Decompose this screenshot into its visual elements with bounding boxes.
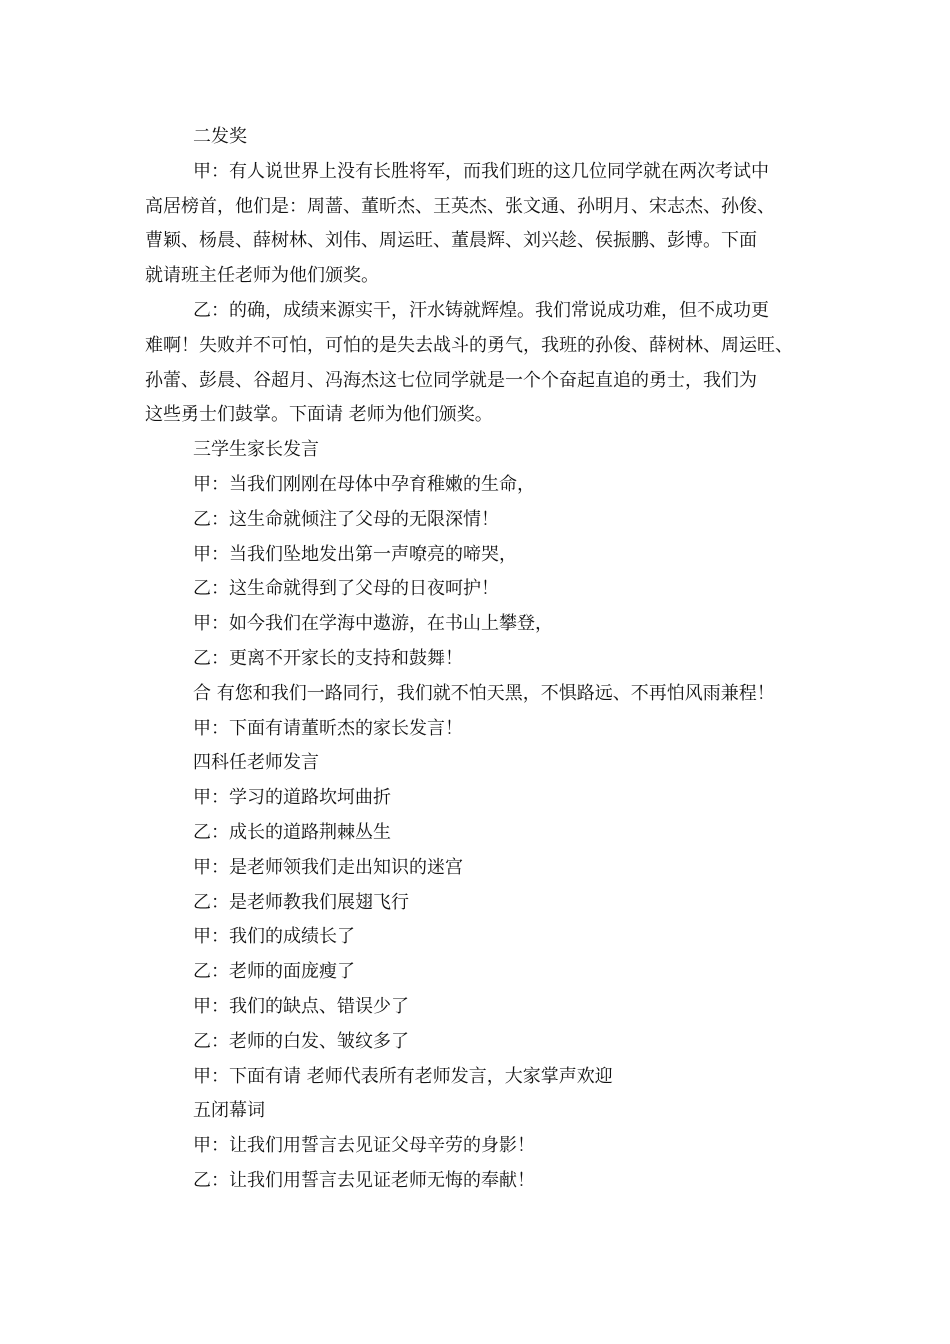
text-line: 乙：是老师教我们展翅飞行 — [193, 891, 409, 913]
text-line: 甲：下面有请董昕杰的家长发言！ — [193, 717, 463, 739]
text-line: 甲：当我们坠地发出第一声嘹亮的啼哭， — [193, 543, 517, 565]
text-line: 三学生家长发言 — [193, 439, 319, 461]
text-line: 甲：学习的道路坎坷曲折 — [193, 787, 391, 809]
text-line: 甲：是老师领我们走出知识的迷宫 — [193, 856, 463, 878]
text-line: 四科任老师发言 — [193, 752, 319, 774]
text-line: 乙：让我们用誓言去见证老师无悔的奉献！ — [193, 1169, 535, 1191]
text-line: 乙：的确，成绩来源实干，汗水铸就辉煌。我们常说成功难，但不成功更 — [193, 299, 769, 321]
text-line: 孙蕾、彭晨、谷超月、冯海杰这七位同学就是一个个奋起直追的勇士，我们为 — [145, 369, 757, 391]
text-line: 就请班主任老师为他们颁奖。 — [145, 265, 379, 287]
text-line: 甲：让我们用誓言去见证父母辛劳的身影！ — [193, 1135, 535, 1157]
text-line: 五闭幕词 — [193, 1100, 265, 1122]
text-line: 高居榜首，他们是：周蔷、董昕杰、王英杰、张文通、孙明月、宋志杰、孙俊、 — [145, 195, 775, 217]
text-line: 难啊！失败并不可怕，可怕的是失去战斗的勇气，我班的孙俊、薛树林、周运旺、 — [145, 334, 793, 356]
text-line: 二发奖 — [193, 126, 247, 147]
text-line: 甲：当我们刚刚在母体中孕育稚嫩的生命， — [193, 473, 535, 495]
text-line: 乙：这生命就倾注了父母的无限深情！ — [193, 508, 499, 530]
text-line: 乙：更离不开家长的支持和鼓舞！ — [193, 647, 463, 669]
text-line: 甲：我们的缺点、错误少了 — [193, 995, 409, 1017]
text-line: 合 有您和我们一路同行，我们就不怕天黑，不惧路远、不再怕风雨兼程！ — [193, 682, 775, 704]
text-line: 乙：老师的白发、皱纹多了 — [193, 1030, 409, 1052]
text-line: 这些勇士们鼓掌。下面请 老师为他们颁奖。 — [145, 404, 493, 426]
text-line: 乙：老师的面庞瘦了 — [193, 961, 355, 983]
text-line: 甲：有人说世界上没有长胜将军，而我们班的这几位同学就在两次考试中 — [193, 160, 769, 182]
text-line: 甲：我们的成绩长了 — [193, 926, 355, 948]
text-line: 甲：下面有请 老师代表所有老师发言，大家掌声欢迎 — [193, 1065, 613, 1087]
text-line: 乙：成长的道路荆棘丛生 — [193, 821, 391, 843]
text-line: 乙：这生命就得到了父母的日夜呵护！ — [193, 578, 499, 600]
document-body — [145, 120, 815, 1199]
text-line: 曹颖、杨晨、薛树林、刘伟、周运旺、董晨辉、刘兴趁、侯振鹏、彭博。下面 — [145, 230, 757, 252]
text-line: 甲：如今我们在学海中遨游，在书山上攀登， — [193, 613, 553, 635]
